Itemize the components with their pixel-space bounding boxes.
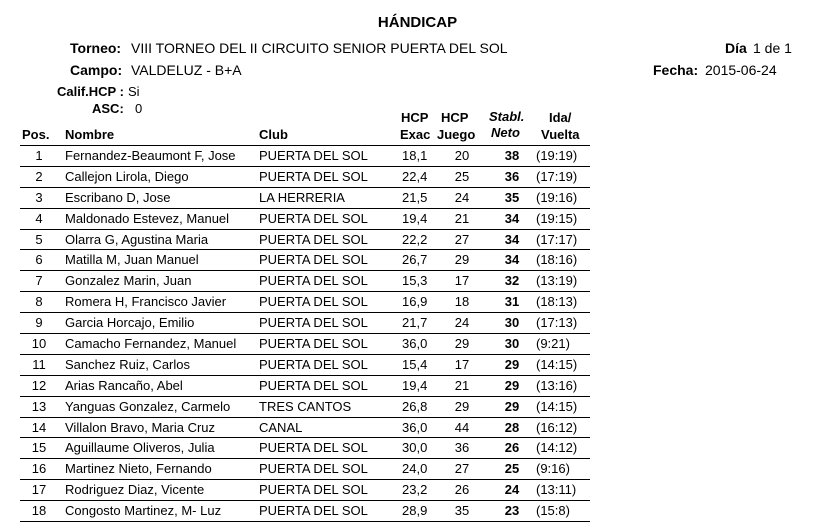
club-cell: PUERTA DEL SOL	[259, 294, 368, 310]
name-cell: Martinez Nieto, Fernando	[65, 461, 212, 477]
hcp-exac-cell: 15,3	[402, 273, 428, 289]
pos-cell: 14	[31, 419, 47, 435]
table-row	[20, 167, 590, 188]
pos-cell: 3	[35, 189, 43, 205]
name-cell: Garcia Horcajo, Emilio	[65, 315, 195, 331]
table-row	[20, 418, 590, 439]
header-ida-1: Ida/	[549, 110, 572, 125]
stabl-neto-cell: 24	[504, 482, 520, 498]
pos-cell: 10	[31, 336, 47, 352]
club-cell: PUERTA DEL SOL	[259, 482, 368, 498]
hcp-juego-cell: 17	[454, 356, 470, 372]
name-cell: Gonzalez Marin, Juan	[65, 273, 192, 289]
name-cell: Callejon Lirola, Diego	[65, 168, 189, 184]
name-cell: Sanchez Ruiz, Carlos	[65, 356, 190, 372]
pos-cell: 4	[35, 210, 43, 226]
hcp-exac-cell: 36,0	[402, 336, 428, 352]
club-cell: PUERTA DEL SOL	[259, 231, 368, 247]
torneo-value: VIII TORNEO DEL II CIRCUITO SENIOR PUERTA DEL SOL	[131, 40, 508, 56]
ida-vuelta-cell: (9:21)	[536, 336, 570, 352]
campo-label: Campo:	[70, 62, 123, 78]
table-row	[20, 459, 590, 480]
hcp-exac-cell: 36,0	[402, 419, 428, 435]
hcp-juego-cell: 36	[454, 440, 470, 456]
club-cell: PUERTA DEL SOL	[259, 356, 368, 372]
pos-cell: 5	[35, 231, 43, 247]
club-cell: PUERTA DEL SOL	[259, 148, 368, 163]
club-cell: PUERTA DEL SOL	[259, 440, 368, 456]
stabl-neto-cell: 32	[504, 273, 520, 289]
hcp-exac-cell: 19,4	[402, 377, 428, 393]
hcp-juego-cell: 25	[454, 168, 470, 184]
campo-value: VALDELUZ - B+A	[131, 62, 242, 78]
stabl-neto-cell: 29	[504, 377, 520, 393]
club-cell: CANAL	[259, 419, 303, 435]
table-row	[20, 355, 590, 376]
ida-vuelta-cell: (19:19)	[536, 148, 578, 163]
hcp-exac-cell: 15,4	[402, 356, 428, 372]
hcp-juego-cell: 21	[454, 377, 470, 393]
table-row	[20, 438, 590, 459]
ida-vuelta-cell: (13:19)	[536, 273, 578, 289]
ida-vuelta-cell: (19:16)	[536, 189, 578, 205]
ida-vuelta-cell: (17:13)	[536, 315, 578, 331]
hcp-juego-cell: 21	[454, 210, 470, 226]
hcp-juego-cell: 27	[454, 461, 470, 477]
hcp-exac-cell: 30,0	[402, 440, 428, 456]
header-stabl-2: Neto	[491, 125, 520, 140]
ida-vuelta-cell: (13:11)	[536, 482, 577, 498]
hcp-exac-cell: 24,0	[402, 461, 428, 477]
name-cell: Villalon Bravo, Maria Cruz	[65, 419, 216, 435]
pos-cell: 9	[35, 315, 43, 331]
name-cell: Maldonado Estevez, Manuel	[65, 210, 230, 226]
header-pos: Pos.	[22, 127, 50, 142]
hcp-exac-cell: 19,4	[402, 210, 428, 226]
stabl-neto-cell: 25	[504, 461, 520, 477]
table-row	[20, 480, 590, 501]
stabl-neto-cell: 23	[504, 503, 520, 519]
table-row	[20, 209, 590, 230]
club-cell: LA HERRERIA	[259, 189, 345, 205]
stabl-neto-cell: 30	[504, 315, 520, 331]
club-cell: PUERTA DEL SOL	[259, 273, 368, 289]
table-row	[20, 271, 590, 292]
hcp-exac-cell: 16,9	[402, 294, 428, 310]
club-cell: PUERTA DEL SOL	[259, 315, 368, 331]
hcp-exac-cell: 23,2	[402, 482, 428, 498]
name-cell: Fernandez-Beaumont F, Jose	[65, 148, 236, 163]
club-cell: PUERTA DEL SOL	[259, 168, 368, 184]
stabl-neto-cell: 28	[504, 419, 520, 435]
hcp-exac-cell: 26,8	[402, 398, 428, 414]
dia-value: 1 de 1	[753, 40, 792, 56]
ida-vuelta-cell: (14:15)	[536, 398, 578, 414]
ida-vuelta-cell: (18:13)	[536, 294, 578, 310]
table-row	[20, 313, 590, 334]
hcp-exac-cell: 22,2	[402, 231, 428, 247]
club-cell: PUERTA DEL SOL	[259, 252, 368, 268]
hcp-juego-cell: 24	[454, 189, 470, 205]
header-hcp-exac-2: Exac	[400, 127, 431, 142]
hcp-exac-cell: 21,7	[402, 315, 428, 331]
name-cell: Rodriguez Diaz, Vicente	[65, 482, 205, 498]
torneo-label: Torneo:	[70, 40, 122, 56]
results-table	[20, 145, 590, 522]
stabl-neto-cell: 35	[504, 189, 520, 205]
stabl-neto-cell: 26	[504, 440, 520, 456]
hcp-juego-cell: 29	[454, 336, 470, 352]
pos-cell: 17	[31, 482, 47, 498]
ida-vuelta-cell: (13:16)	[536, 377, 578, 393]
pos-cell: 2	[35, 168, 43, 184]
ida-vuelta-cell: (16:12)	[536, 419, 578, 435]
header-hcp-juego-2: Juego	[437, 127, 476, 142]
table-row	[20, 250, 590, 271]
name-cell: Olarra G, Agustina Maria	[65, 231, 209, 247]
hcp-juego-cell: 20	[454, 148, 470, 163]
ida-vuelta-cell: (17:17)	[536, 231, 578, 247]
header-ida-2: Vuelta	[541, 127, 580, 142]
club-cell: PUERTA DEL SOL	[259, 461, 368, 477]
stabl-neto-cell: 29	[504, 398, 520, 414]
name-cell: Congosto Martinez, M- Luz	[65, 503, 222, 519]
name-cell: Arias Rancaño, Abel	[65, 377, 183, 393]
fecha-label: Fecha:	[653, 62, 699, 78]
asc-value: 0	[135, 101, 143, 116]
pos-cell: 1	[35, 148, 43, 163]
ida-vuelta-cell: (15:8)	[536, 503, 570, 519]
pos-cell: 11	[32, 356, 46, 372]
header-nombre: Nombre	[65, 127, 115, 142]
club-cell: PUERTA DEL SOL	[259, 336, 368, 352]
hcp-juego-cell: 24	[454, 315, 470, 331]
ida-vuelta-cell: (18:16)	[536, 252, 578, 268]
pos-cell: 6	[35, 252, 43, 268]
club-cell: PUERTA DEL SOL	[259, 377, 368, 393]
pos-cell: 8	[35, 294, 43, 310]
calif-label: Calif.HCP :	[57, 84, 124, 99]
pos-cell: 7	[35, 273, 43, 289]
hcp-juego-cell: 26	[454, 482, 470, 498]
pos-cell: 18	[31, 503, 47, 519]
header-stabl-1: Stabl.	[489, 109, 525, 124]
name-cell: Camacho Fernandez, Manuel	[65, 336, 237, 352]
table-row	[20, 145, 590, 167]
hcp-exac-cell: 26,7	[402, 252, 428, 268]
name-cell: Escribano D, Jose	[65, 189, 171, 205]
ida-vuelta-cell: (19:15)	[536, 210, 578, 226]
dia-label: Día	[725, 40, 747, 56]
name-cell: Yanguas Gonzalez, Carmelo	[65, 398, 231, 414]
table-row	[20, 188, 590, 209]
hcp-exac-cell: 18,1	[402, 148, 428, 163]
pos-cell: 12	[31, 377, 47, 393]
header-hcp-exac-1: HCP	[401, 110, 429, 125]
name-cell: Aguillaume Oliveros, Julia	[65, 440, 215, 456]
hcp-juego-cell: 35	[454, 503, 470, 519]
asc-label: ASC:	[92, 101, 124, 116]
stabl-neto-cell: 38	[504, 148, 520, 163]
table-row	[20, 334, 590, 355]
table-row	[20, 376, 590, 397]
header-hcp-juego-1: HCP	[441, 110, 469, 125]
table-row	[20, 292, 590, 313]
pos-cell: 16	[31, 461, 47, 477]
ida-vuelta-cell: (17:19)	[536, 168, 578, 184]
table-row	[20, 397, 590, 418]
club-cell: PUERTA DEL SOL	[259, 210, 368, 226]
stabl-neto-cell: 34	[504, 210, 520, 226]
hcp-juego-cell: 29	[454, 252, 470, 268]
hcp-juego-cell: 27	[454, 231, 470, 247]
hcp-exac-cell: 28,9	[402, 503, 428, 519]
hcp-juego-cell: 18	[454, 294, 470, 310]
hcp-juego-cell: 17	[454, 273, 470, 289]
stabl-neto-cell: 36	[504, 168, 520, 184]
table-row	[20, 230, 590, 251]
table-row	[20, 501, 590, 522]
stabl-neto-cell: 29	[504, 356, 520, 372]
stabl-neto-cell: 31	[504, 294, 520, 310]
ida-vuelta-cell: (9:16)	[536, 461, 570, 477]
club-cell: TRES CANTOS	[259, 398, 352, 414]
name-cell: Romera H, Francisco Javier	[65, 294, 227, 310]
pos-cell: 13	[31, 398, 47, 414]
header-club: Club	[259, 127, 288, 142]
hcp-juego-cell: 29	[454, 398, 470, 414]
page-title: HÁNDICAP	[377, 14, 458, 31]
stabl-neto-cell: 34	[504, 231, 520, 247]
hcp-juego-cell: 44	[454, 419, 470, 435]
stabl-neto-cell: 30	[504, 336, 520, 352]
ida-vuelta-cell: (14:12)	[536, 440, 578, 456]
hcp-exac-cell: 22,4	[402, 168, 428, 184]
name-cell: Matilla M, Juan Manuel	[65, 252, 199, 268]
calif-value: Si	[128, 84, 140, 99]
club-cell: PUERTA DEL SOL	[259, 503, 368, 519]
hcp-exac-cell: 21,5	[402, 189, 428, 205]
fecha-value: 2015-06-24	[705, 62, 777, 78]
ida-vuelta-cell: (14:15)	[536, 356, 578, 372]
stabl-neto-cell: 34	[504, 252, 520, 268]
pos-cell: 15	[31, 440, 47, 456]
